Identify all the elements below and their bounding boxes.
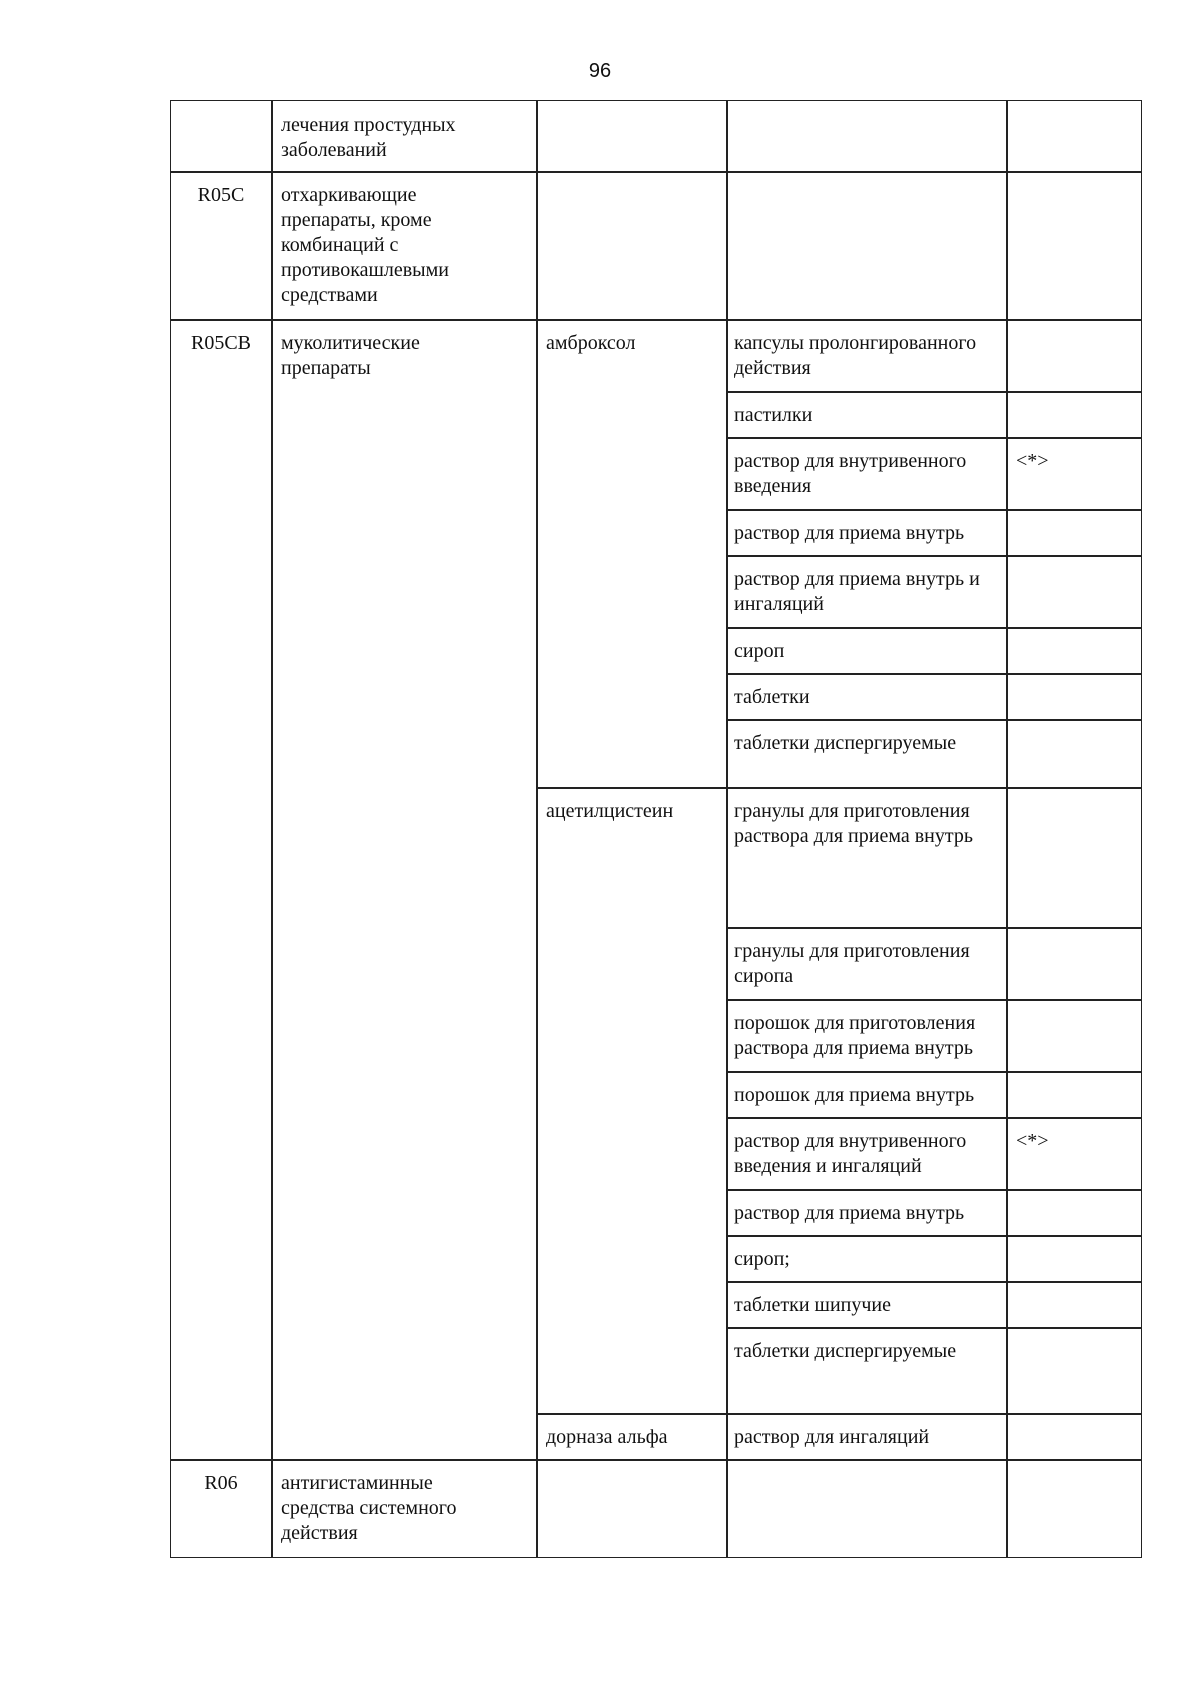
dosage-form: раствор для ингаляций <box>734 1426 930 1448</box>
dosage-form: сироп; <box>734 1248 790 1270</box>
dosage-form: таблетки диспергируемые <box>734 1340 957 1362</box>
form-divider <box>726 1189 1141 1191</box>
dosage-form: таблетки шипучие <box>734 1294 892 1316</box>
form-divider <box>726 437 1141 439</box>
dosage-form: таблетки диспергируемые <box>734 732 957 754</box>
form-divider <box>726 1235 1141 1237</box>
form-divider <box>726 999 1141 1001</box>
dosage-form: раствор для приема внутрь и ингаляций <box>734 568 980 615</box>
form-divider <box>726 1327 1141 1329</box>
group-name: лечения простудных заболеваний <box>281 114 456 161</box>
drug-name: дорназа альфа <box>546 1426 668 1448</box>
drug-divider <box>536 787 1141 789</box>
form-divider <box>726 1281 1141 1283</box>
dosage-form: раствор для приема внутрь <box>734 522 965 544</box>
dosage-form: раствор для внутривенного введения <box>734 450 967 497</box>
form-divider <box>726 555 1141 557</box>
drug-name: амброксол <box>546 332 636 354</box>
row-divider <box>171 319 1141 321</box>
form-divider <box>726 627 1141 629</box>
form-divider <box>726 391 1141 393</box>
form-divider <box>726 673 1141 675</box>
row-divider <box>171 171 1141 173</box>
form-divider <box>726 927 1141 929</box>
row-divider <box>171 1459 1141 1461</box>
form-divider <box>726 719 1141 721</box>
atc-code: R05C <box>197 184 245 206</box>
dosage-form: пастилки <box>734 404 813 426</box>
page-number: 96 <box>588 60 612 82</box>
note-mark: <*> <box>1016 1130 1049 1152</box>
dosage-form: порошок для приема внутрь <box>734 1084 975 1106</box>
form-divider <box>726 1117 1141 1119</box>
group-name: муколитические препараты <box>281 332 420 379</box>
dosage-form: гранулы для приготовления сиропа <box>734 940 970 987</box>
drug-table <box>170 100 1142 1558</box>
group-name: отхаркивающие препараты, кроме комбинаций с противокашлевыми средствами <box>281 184 449 306</box>
dosage-form: гранулы для приготовления раствора для приема внутрь <box>734 800 973 847</box>
form-divider <box>726 509 1141 511</box>
group-name: антигистаминные средства системного действия <box>281 1472 457 1544</box>
dosage-form: раствор для приема внутрь <box>734 1202 965 1224</box>
dosage-form: порошок для приготовления раствора для приема внутрь <box>734 1012 976 1059</box>
dosage-form: таблетки <box>734 686 810 708</box>
drug-divider <box>536 1413 1141 1415</box>
dosage-form: сироп <box>734 640 785 662</box>
dosage-form: раствор для внутривенного введения и ингаляций <box>734 1130 967 1177</box>
drug-name: ацетилцистеин <box>546 800 674 822</box>
atc-code: R06 <box>204 1472 238 1494</box>
dosage-form: капсулы пролонгированного действия <box>734 332 977 379</box>
form-divider <box>726 1071 1141 1073</box>
atc-code: R05CB <box>190 332 252 354</box>
note-mark: <*> <box>1016 450 1049 472</box>
